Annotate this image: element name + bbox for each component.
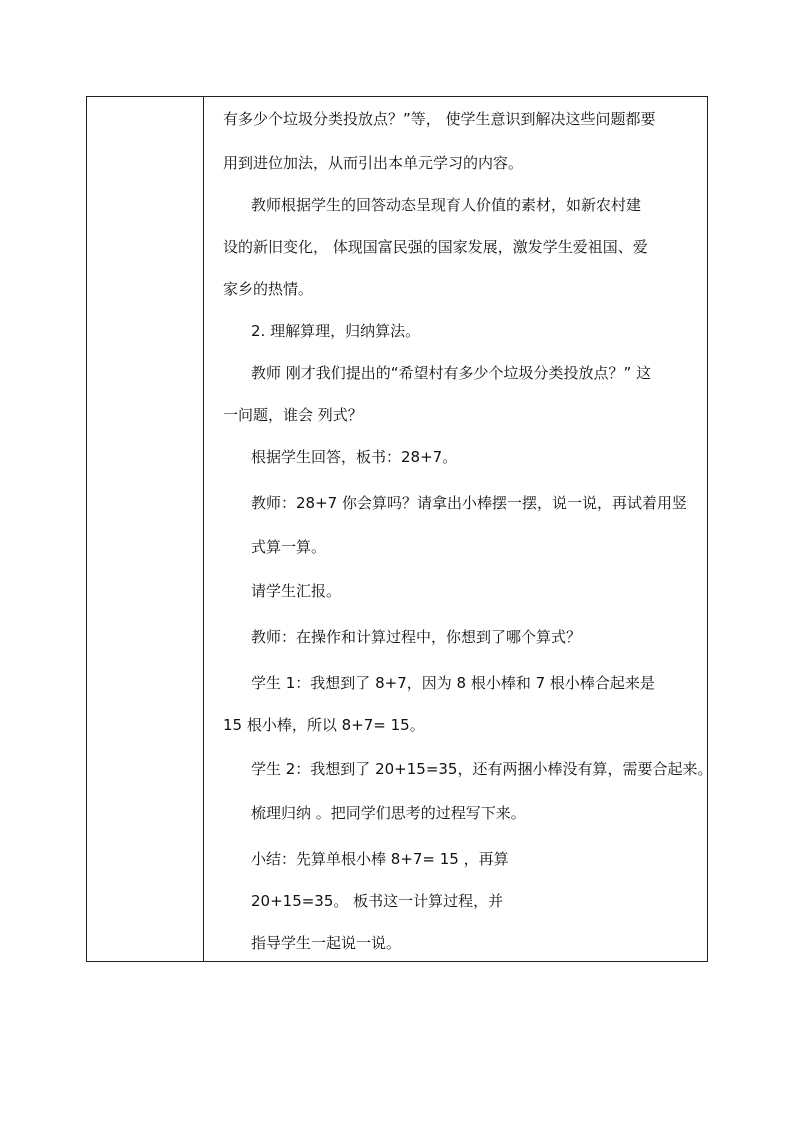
text-line: 学生 1：我想到了 8+7，因为 8 根小棒和 7 根小棒合起来是 bbox=[251, 674, 655, 692]
text-line: 20+15=35。 板书这一计算过程，并 bbox=[251, 892, 504, 910]
text-line: 式算一算。 bbox=[251, 538, 327, 556]
column-divider bbox=[203, 97, 204, 961]
lesson-table bbox=[86, 96, 713, 962]
text-line: 梳理归纳 。把同学们思考的过程写下来。 bbox=[251, 804, 526, 822]
text-line: 一问题，谁会 列式？ bbox=[223, 406, 363, 424]
text-line: 有多少个垃圾分类投放点？”等， 使学生意识到解决这些问题都要 bbox=[223, 110, 656, 128]
text-line: 指导学生一起说一说。 bbox=[251, 934, 402, 952]
text-line: 设的新旧变化， 体现国富民强的国家发展，激发学生爱祖国、爱 bbox=[223, 238, 648, 256]
text-line: 15 根小棒，所以 8+7= 15。 bbox=[223, 716, 425, 734]
text-line: 学生 2：我想到了 20+15=35，还有两捆小棒没有算，需要合起来。 bbox=[251, 760, 713, 778]
text-line: 家乡的热情。 bbox=[223, 280, 314, 298]
text-line: 用到进位加法，从而引出本单元学习的内容。 bbox=[223, 154, 524, 172]
text-line: 教师 刚才我们提出的“希望村有多少个垃圾分类投放点？” 这 bbox=[251, 364, 652, 382]
text-line: 教师：在操作和计算过程中，你想到了哪个算式？ bbox=[251, 628, 582, 646]
text-line: 请学生汇报。 bbox=[251, 582, 342, 600]
text-line: 教师：28+7 你会算吗？请拿出小棒摆一摆，说一说，再试着用竖 bbox=[251, 494, 687, 512]
lesson-content-cell bbox=[223, 97, 713, 961]
section-heading: 2. 理解算理，归纳算法。 bbox=[251, 322, 421, 340]
text-line: 教师根据学生的回答动态呈现育人价值的素材，如新农村建 bbox=[251, 196, 642, 214]
text-line: 小结：先算单根小棒 8+7= 15 ，再算 bbox=[251, 850, 509, 868]
text-line: 根据学生回答，板书：28+7。 bbox=[251, 448, 458, 466]
